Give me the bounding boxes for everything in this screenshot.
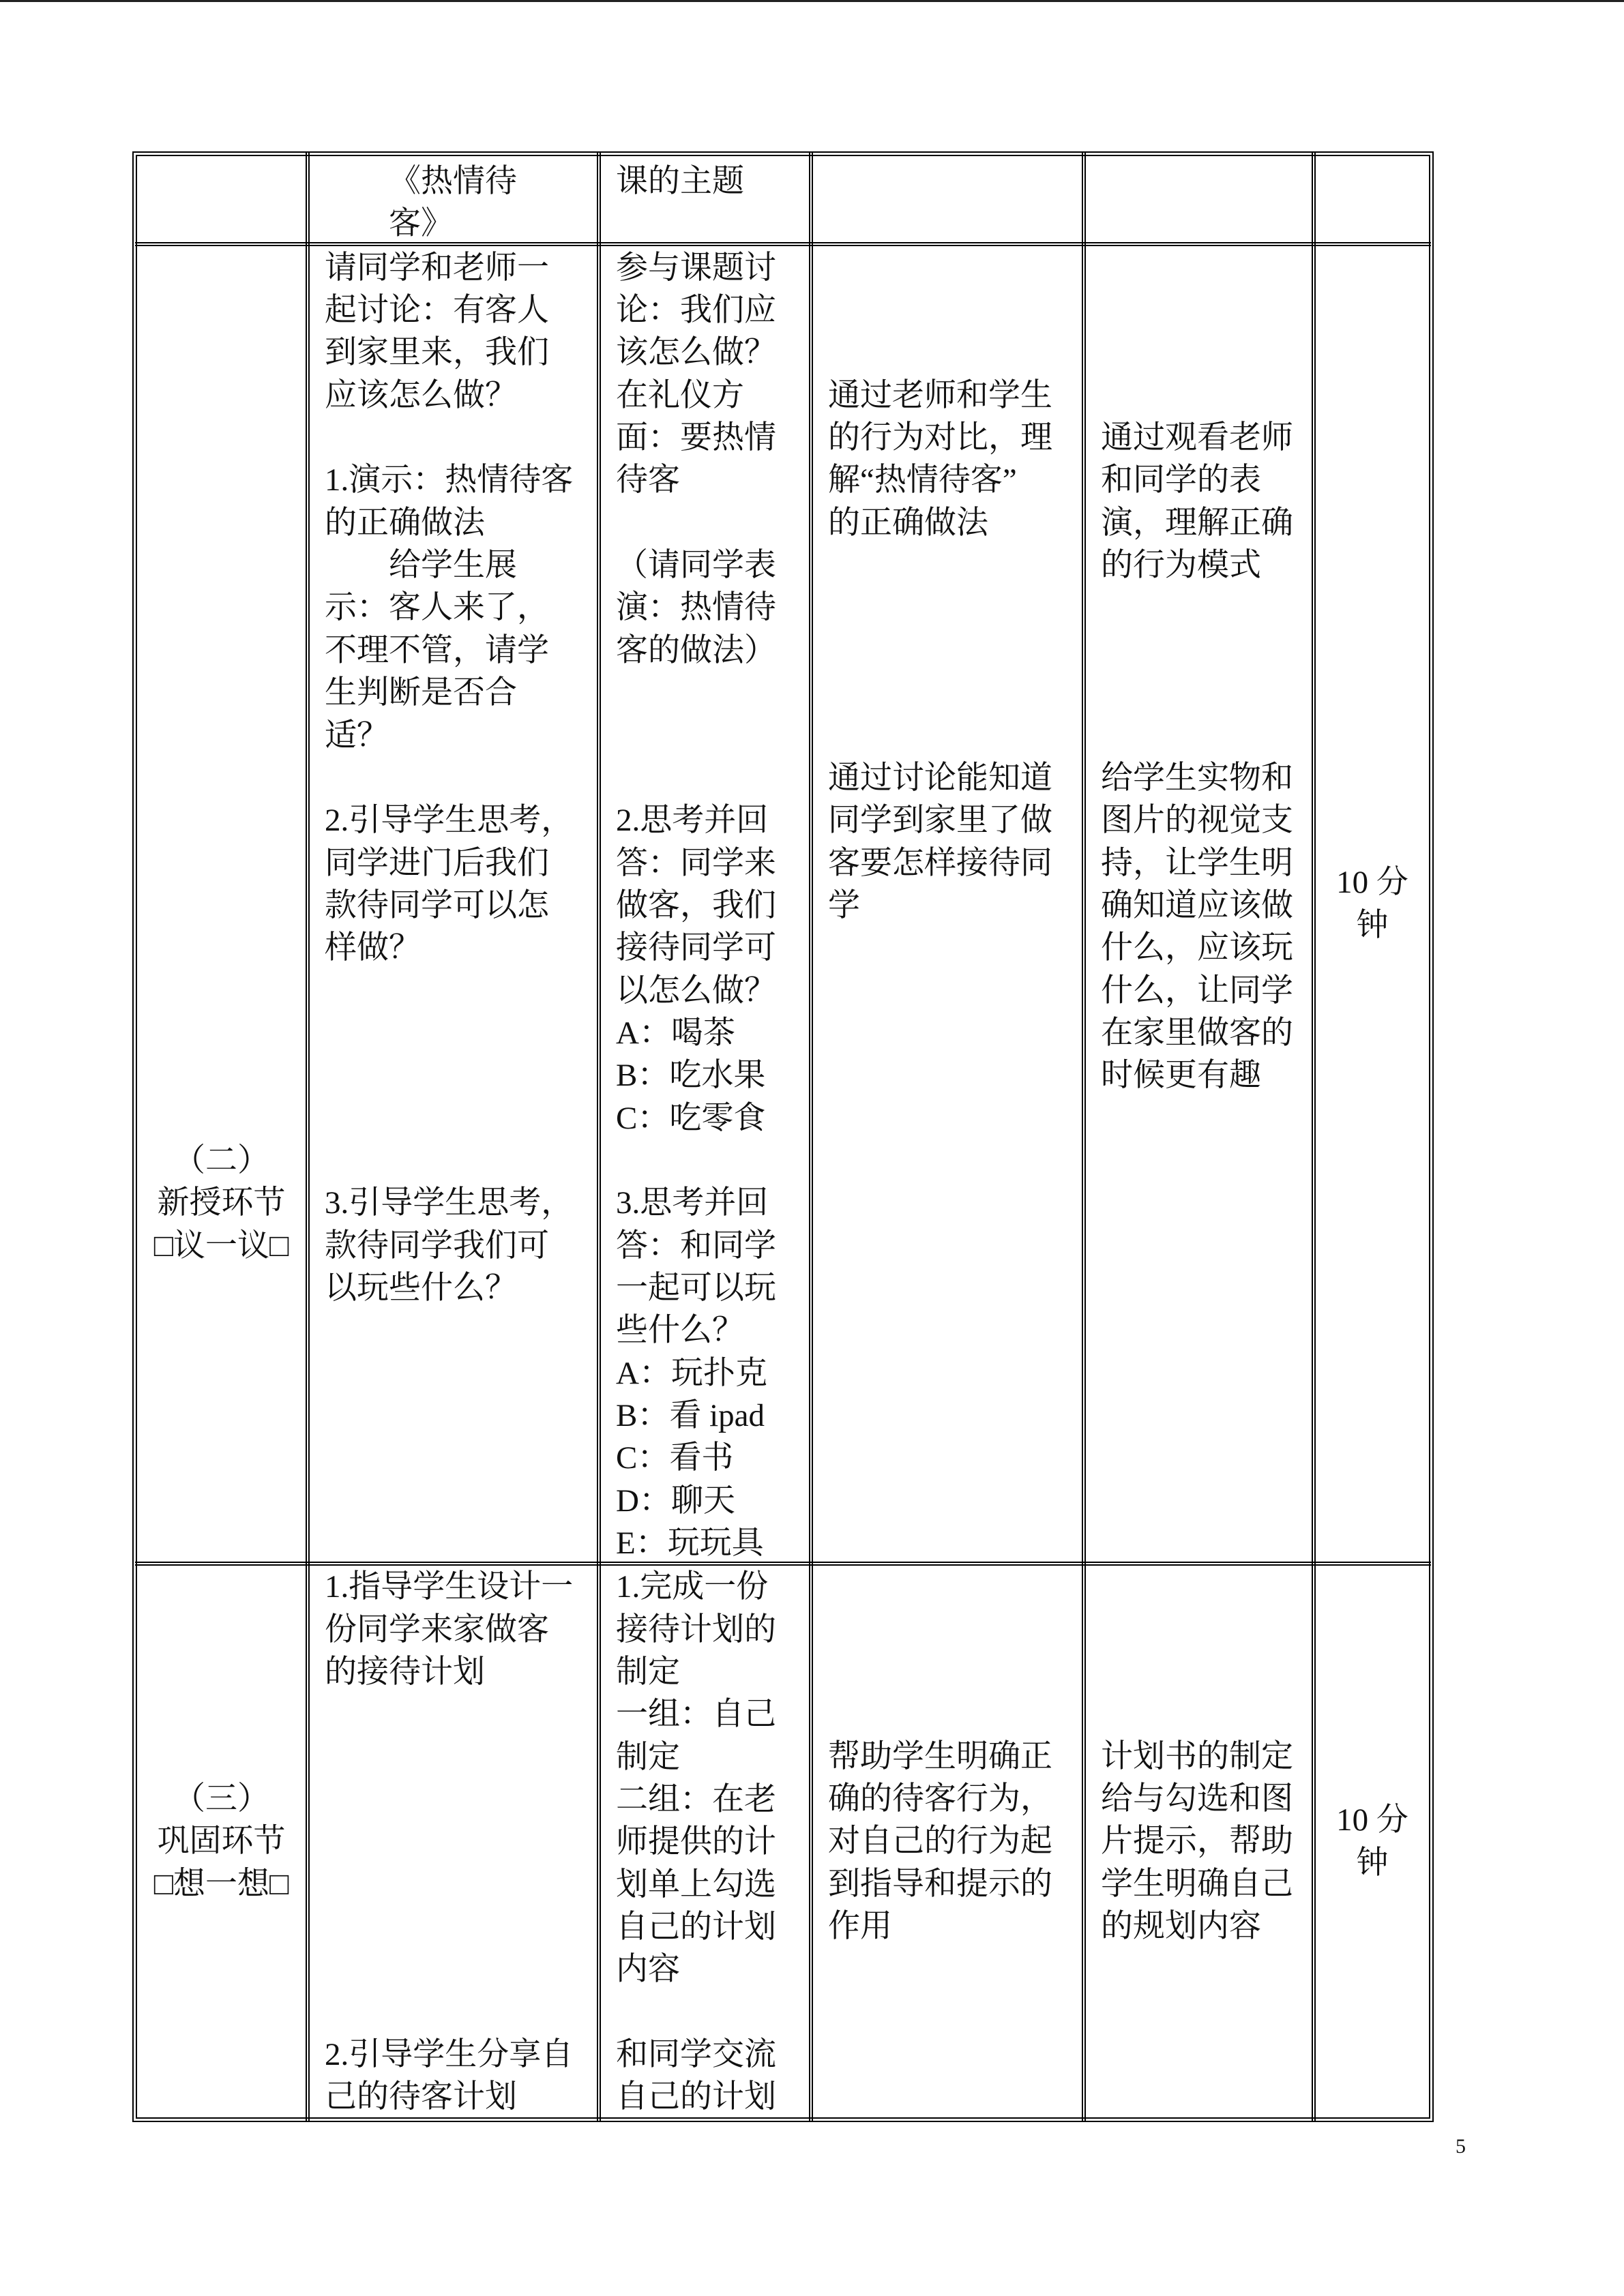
stage-label: （三） 巩固环节 □想一想□ <box>153 1780 289 1902</box>
support-paragraph: 给学生实物和 图片的视觉支 持，让学生明 确知道应该做 什么，应该玩 什么，让同学 在家里做客的 时候更有趣 <box>1101 760 1293 1094</box>
teacher-activity-paragraph: 2.引导学生思考， 同学进门后我们 款待同学可以怎 样做？ <box>325 803 574 966</box>
student-activity-paragraph: 参与课题讨 论：我们应 该怎么做？ 在礼仪方 面：要热情 待客 <box>616 250 776 498</box>
row2-support-cell <box>1084 244 1314 1564</box>
student-activity-paragraph: 1.完成一份 接待计划的 制定 一组：自己 制定 二组：在老 师提供的计 划单上勾选 自己的计划 内容 <box>616 1569 776 1988</box>
row3-support-cell <box>1084 1564 1314 2119</box>
teacher-activity-paragraph: 2.引导学生分享自 己的待客计划 <box>325 2037 574 2115</box>
row3-teacher-cell <box>308 1564 599 2119</box>
row2-time-cell <box>1314 244 1431 1564</box>
teacher-activity-paragraph: 给学生展 示：客人来了， 不理不管，请学 生判断是否合 适？ <box>325 548 549 754</box>
student-activity-paragraph: （请同学表 演：热情待 客的做法） <box>616 548 776 668</box>
student-activity-paragraph: 和同学交流 自己的计划 <box>616 2037 776 2115</box>
design-intent-paragraph: 通过老师和学生 的行为对比，理 解“热情待客” 的正确做法 <box>828 377 1052 541</box>
teacher-activity-paragraph: 1.演示：热情待客 的正确做法 <box>325 462 574 541</box>
row2-stage-cell <box>135 244 308 1564</box>
duration-text: 10 分 钟 <box>1336 865 1408 943</box>
lesson-title-text: 《热情待 客》 <box>389 164 517 242</box>
support-paragraph: 通过观看老师 和同学的表 演，理解正确 的行为模式 <box>1101 420 1293 584</box>
duration-text: 10 分 钟 <box>1336 1802 1408 1881</box>
design-intent-paragraph: 帮助学生明确正 确的待客行为， 对自己的行为起 到指导和提示的 作用 <box>828 1738 1052 1945</box>
row1-student-cell <box>599 154 811 244</box>
stage-label: （二） 新授环节 □议一议□ <box>153 1143 289 1264</box>
teacher-activity-paragraph: 请同学和老师一 起讨论：有客人 到家里来，我们 应该怎么做？ <box>325 250 549 413</box>
design-intent-paragraph: 通过讨论能知道 同学到家里了做 客要怎样接待同 学 <box>828 760 1052 923</box>
row3-intent-cell <box>811 1564 1084 2119</box>
row3-stage-cell <box>135 1564 308 2119</box>
page-edge-line <box>0 0 1624 2</box>
row3-student-cell <box>599 1564 811 2119</box>
student-activity-paragraph: 3.思考并回 答：和同学 一起可以玩 些什么？ A：玩扑克 B：看 ipad C：看书 D：聊天 E：玩玩具 <box>616 1185 776 1562</box>
support-paragraph: 计划书的制定 给与勾选和图 片提示，帮助 学生明确自己 的规划内容 <box>1101 1738 1293 1945</box>
row2-student-cell <box>599 244 811 1564</box>
teacher-activity-paragraph: 1.指导学生设计一 份同学来家做客 的接待计划 <box>325 1569 574 1690</box>
row2-teacher-cell <box>308 244 599 1564</box>
row1-teacher-cell <box>308 154 599 244</box>
student-activity-paragraph: 2.思考并回 答：同学来 做客，我们 接待同学可 以怎么做？ A：喝茶 B：吃水果 C：吃零食 <box>616 803 776 1136</box>
row2-intent-cell <box>811 244 1084 1564</box>
lesson-topic-text: 课的主题 <box>616 164 744 199</box>
teacher-activity-paragraph: 3.引导学生思考， 款待同学我们可 以玩些什么？ <box>325 1185 574 1307</box>
page-number: 5 <box>1456 2135 1466 2158</box>
row3-time-cell <box>1314 1564 1431 2119</box>
